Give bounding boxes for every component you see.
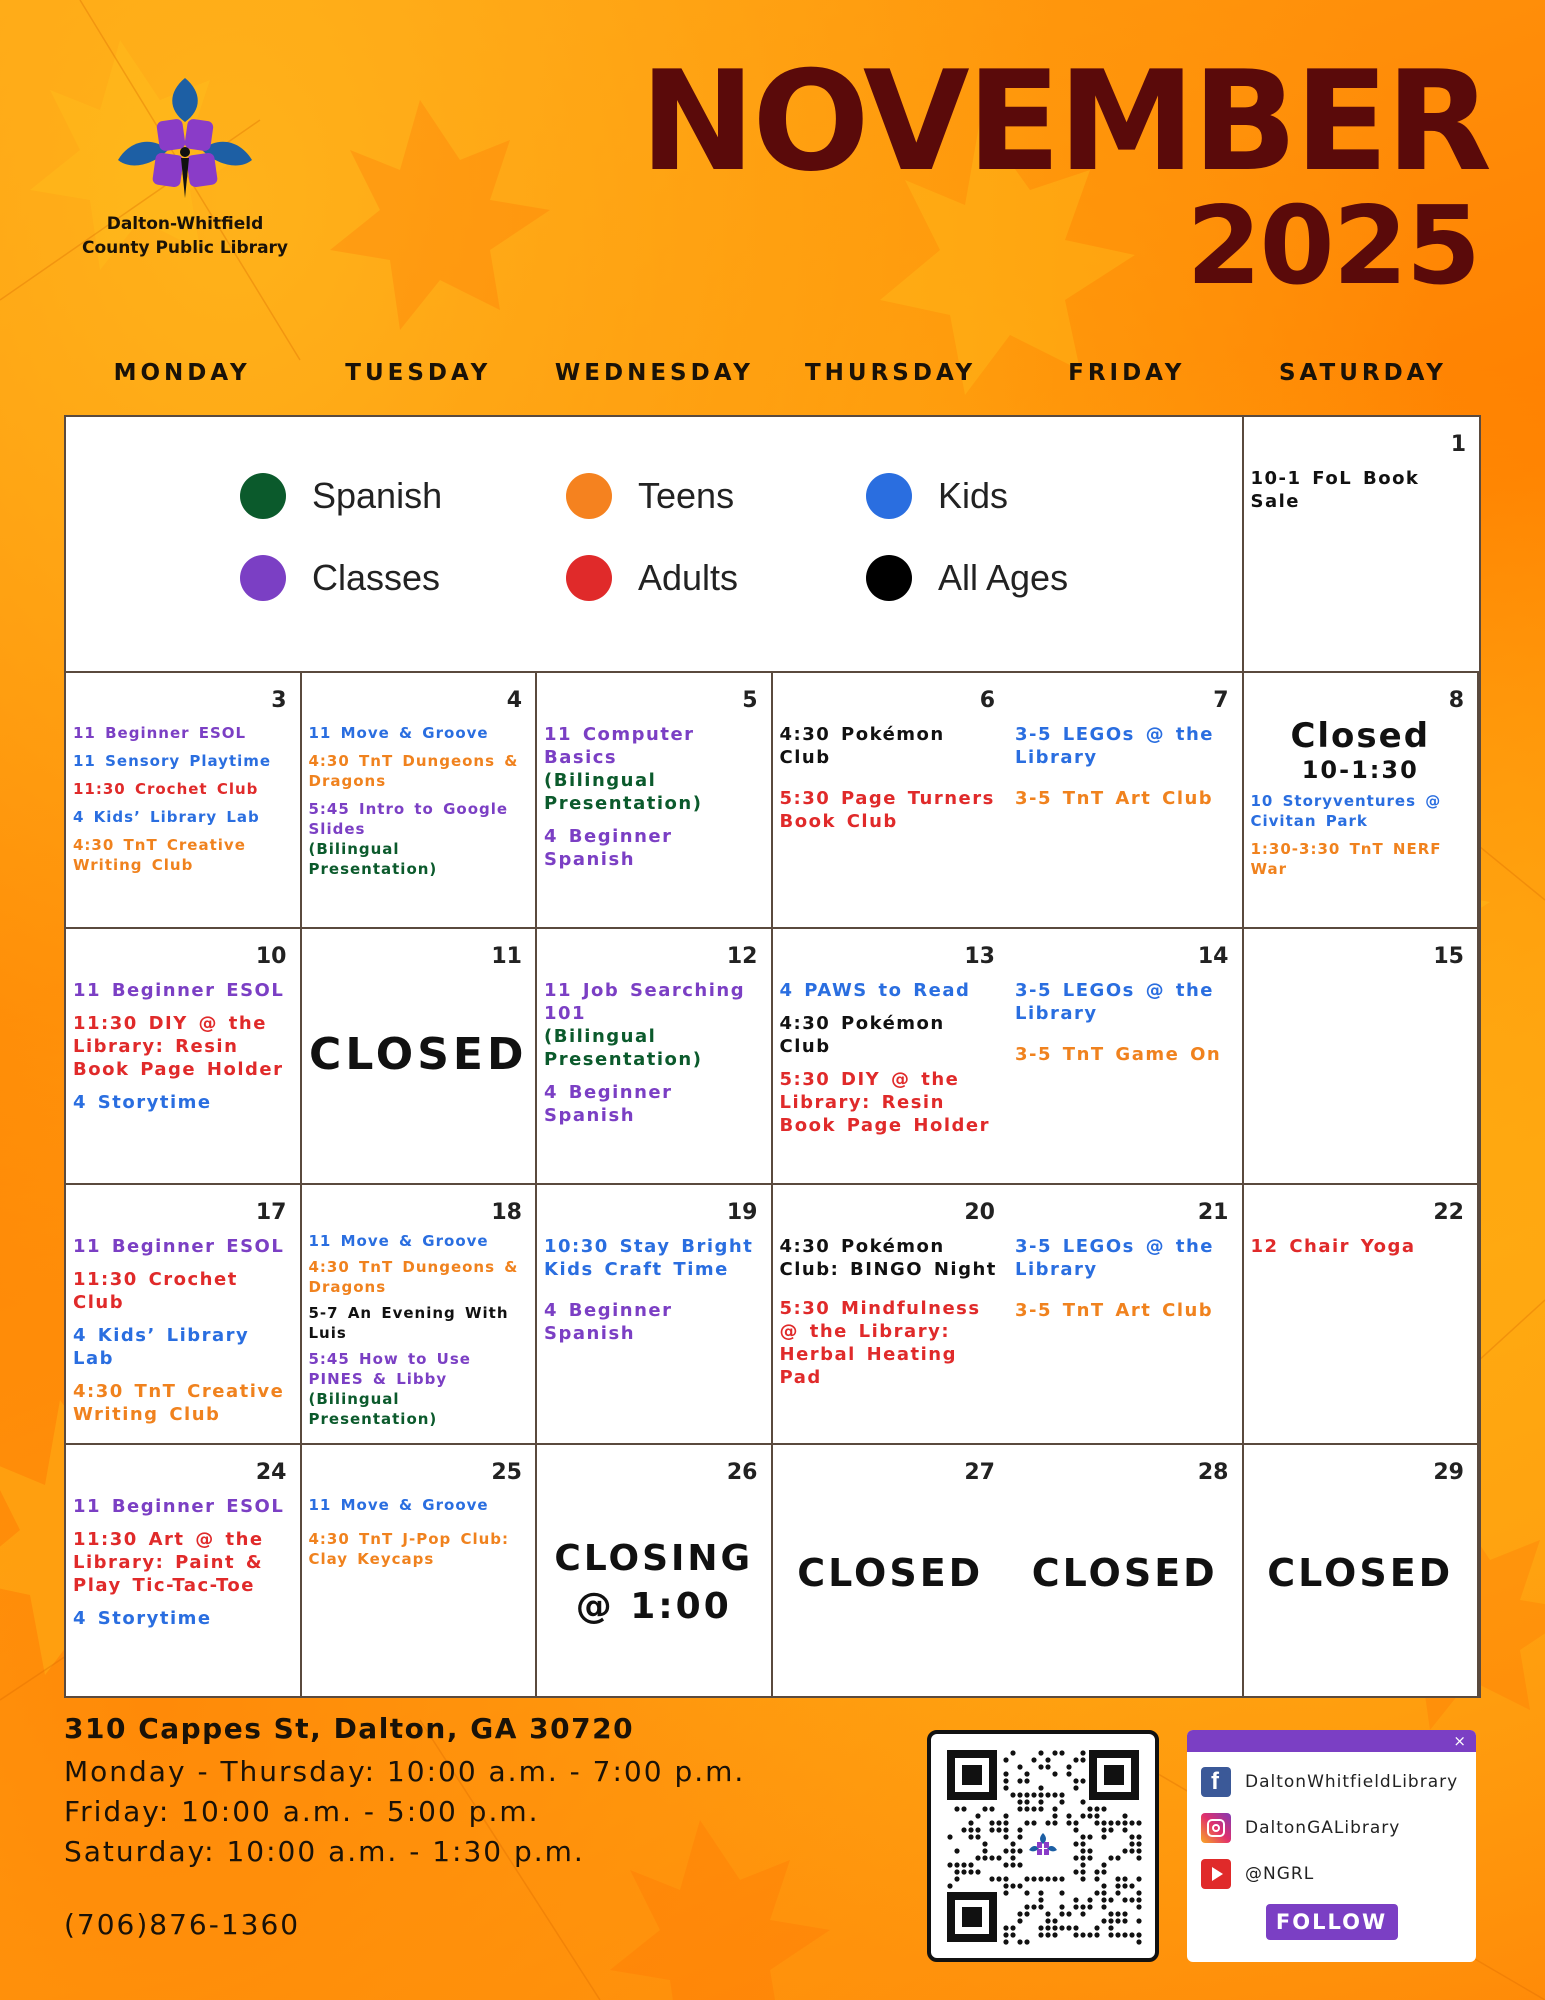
library-hours (64, 1752, 745, 1872)
day-number: 22 (1433, 1200, 1464, 1225)
event: 5:45 Intro to Google Slides (308, 800, 509, 838)
event: 11 Beginner ESOL (73, 980, 285, 1001)
youtube-handle: @NGRL (1245, 1864, 1315, 1884)
closed-label: CLOSED (1031, 1551, 1218, 1595)
month-title: NOVEMBER (639, 41, 1489, 202)
library-phone: (706)876-1360 (64, 1908, 301, 1941)
event: 5-7 An Evening With Luis (308, 1304, 509, 1342)
event: 4 Beginner Spanish (544, 826, 673, 870)
day-number: 3 (271, 688, 287, 713)
library-logo (70, 70, 300, 260)
day-number: 6 (979, 688, 995, 713)
event: 5:45 How to Use PINES & Libby (308, 1350, 471, 1388)
day-number: 7 (1213, 688, 1229, 713)
event: 4 PAWS to Read (779, 980, 971, 1001)
legend-label: Teens (638, 475, 735, 516)
weekday-header (64, 360, 1481, 386)
day-cell-27 (773, 1445, 1009, 1696)
event: 3-5 LEGOs @ the Library (1015, 1236, 1215, 1280)
event: 3-5 LEGOs @ the Library (1015, 724, 1215, 768)
event: 3-5 TnT Game On (1015, 1044, 1222, 1065)
weekday-friday: FRIDAY (1068, 360, 1186, 386)
red-dot-icon (566, 555, 612, 601)
event: 11 Job Searching 101 (544, 980, 746, 1024)
day-number: 1 (1450, 432, 1466, 457)
day-cell-17 (66, 1185, 302, 1445)
day-number: 8 (1448, 688, 1464, 713)
day-number: 19 (726, 1200, 758, 1225)
hours-saturday: Saturday: 10:00 a.m. - 1:30 p.m. (64, 1835, 585, 1868)
day-cell-20 (773, 1185, 1009, 1445)
event: 4:30 TnT Dungeons & Dragons (308, 752, 519, 790)
day-cell-3 (66, 673, 302, 929)
day-cell-13 (773, 929, 1009, 1185)
close-icon[interactable]: × (1453, 1732, 1466, 1750)
closed-label: CLOSED (1267, 1551, 1454, 1595)
legend-adults (566, 555, 738, 601)
day-number: 13 (964, 944, 995, 969)
green-dot-icon (240, 473, 286, 519)
day-number: 18 (491, 1200, 522, 1225)
event: 10 Storyventures @ Civitan Park (1250, 792, 1442, 830)
event: 10-1 FoL Book Sale (1250, 468, 1420, 512)
social-media-card (1187, 1730, 1476, 1962)
closed-time: 10-1:30 (1301, 756, 1419, 784)
event: 4 Beginner Spanish (544, 1082, 673, 1126)
qr-code-icon (931, 1734, 1155, 1958)
event: 11:30 DIY @ the Library: Resin Book Page Holder (73, 1013, 284, 1080)
event: 11:30 Crochet Club (73, 780, 259, 798)
day-number: 17 (255, 1200, 287, 1225)
event: 5:30 Mindfulness @ the Library: Herbal Heating Pad (779, 1298, 981, 1388)
black-dot-icon (866, 555, 912, 601)
instagram-link[interactable] (1201, 1812, 1476, 1844)
event: 3-5 TnT Art Club (1015, 788, 1214, 809)
facebook-icon: f (1201, 1767, 1231, 1797)
day-cell-25 (302, 1445, 538, 1696)
day-cell-19 (537, 1185, 773, 1445)
legend-label: Classes (312, 557, 441, 598)
purple-dot-icon (240, 555, 286, 601)
event: 4:30 Pokémon Club (779, 724, 945, 768)
day-number: 26 (726, 1460, 758, 1485)
facebook-handle: DaltonWhitfieldLibrary (1245, 1772, 1459, 1792)
day-cell-6 (773, 673, 1009, 929)
color-legend (66, 417, 1244, 673)
legend-label: Kids (938, 475, 1009, 516)
day-cell-8 (1244, 673, 1480, 929)
event: 4:30 TnT Creative Writing Club (73, 836, 246, 874)
day-cell-5 (537, 673, 773, 929)
hours-friday: Friday: 10:00 a.m. - 5:00 p.m. (64, 1795, 540, 1828)
day-number: 21 (1197, 1200, 1229, 1225)
day-cell-22 (1244, 1185, 1480, 1445)
event: 11 Beginner ESOL (73, 1496, 285, 1517)
event: 4:30 Pokémon Club: BINGO Night (779, 1236, 997, 1280)
day-cell-24 (66, 1445, 302, 1696)
event: 5:30 DIY @ the Library: Resin Book Page Holder (779, 1069, 990, 1136)
qr-code[interactable] (927, 1730, 1159, 1962)
library-flower-icon (90, 70, 280, 210)
day-cell-4 (302, 673, 538, 929)
day-number: 25 (491, 1460, 522, 1485)
event: 11 Beginner ESOL (73, 724, 247, 742)
weekday-monday: MONDAY (113, 360, 251, 386)
day-cell-21 (1008, 1185, 1244, 1445)
day-cell-12 (537, 929, 773, 1185)
event: 11 Beginner ESOL (73, 1236, 285, 1257)
event: 4:30 Pokémon Club (779, 1013, 945, 1057)
legend-spanish (240, 473, 442, 519)
event: 12 Chair Yoga (1250, 1236, 1416, 1257)
day-cell-11 (302, 929, 538, 1185)
event: 11 Move & Groove (308, 1232, 489, 1250)
youtube-icon (1201, 1859, 1231, 1889)
event: 4:30 TnT Dungeons & Dragons (308, 1258, 519, 1296)
day-cell-26 (537, 1445, 773, 1696)
day-number: 10 (255, 944, 287, 969)
facebook-link[interactable] (1201, 1766, 1476, 1798)
day-cell-15 (1244, 929, 1480, 1185)
event: 4:30 TnT J-Pop Club: Clay Keycaps (308, 1530, 510, 1568)
day-number: 27 (964, 1460, 995, 1485)
instagram-handle: DaltonGALibrary (1245, 1818, 1401, 1838)
follow-button[interactable]: FOLLOW (1266, 1904, 1398, 1940)
event: 11 Sensory Playtime (73, 752, 272, 770)
day-cell-14 (1008, 929, 1244, 1185)
day-cell-1 (1244, 417, 1480, 673)
day-cell-10 (66, 929, 302, 1185)
calendar-grid (64, 415, 1481, 1698)
legend-label: Adults (638, 557, 739, 598)
orange-dot-icon (566, 473, 612, 519)
blue-dot-icon (866, 473, 912, 519)
hours-weekday: Monday - Thursday: 10:00 a.m. - 7:00 p.m. (64, 1755, 746, 1788)
event-note: (Bilingual Presentation) (544, 1026, 703, 1070)
legend-teens (566, 473, 734, 519)
event: 4 Storytime (73, 1092, 212, 1113)
day-number: 20 (964, 1200, 995, 1225)
day-number: 29 (1433, 1460, 1464, 1485)
event: 4 Kids’ Library Lab (73, 1325, 250, 1369)
day-cell-29 (1244, 1445, 1480, 1696)
event-note: (Bilingual Presentation) (308, 840, 438, 878)
event: 5:30 Page Turners Book Club (779, 788, 995, 832)
library-name-line2: County Public Library (81, 238, 289, 258)
event-note: (Bilingual Presentation) (308, 1390, 438, 1428)
closing-line1: CLOSING (554, 1538, 754, 1579)
closed-label: Closed (1290, 716, 1431, 756)
legend-classes (240, 555, 440, 601)
event: 11 Move & Groove (308, 724, 489, 742)
weekday-tuesday: TUESDAY (345, 360, 492, 386)
event: 3-5 TnT Art Club (1015, 1300, 1214, 1321)
event: 11:30 Crochet Club (73, 1269, 238, 1313)
library-name-line1: Dalton-Whitfield (106, 214, 264, 234)
event-note: (Bilingual Presentation) (544, 770, 703, 814)
weekday-wednesday: WEDNESDAY (554, 360, 754, 386)
legend-label: All Ages (938, 557, 1069, 598)
day-number: 5 (742, 688, 758, 713)
closing-early-label (537, 1535, 771, 1631)
youtube-link[interactable] (1201, 1858, 1476, 1890)
event: 11 Computer Basics (544, 724, 695, 768)
day-number: 15 (1433, 944, 1464, 969)
day-number: 12 (726, 944, 758, 969)
day-cell-28 (1008, 1445, 1244, 1696)
event: 4:30 TnT Creative Writing Club (73, 1381, 285, 1425)
closing-line2: @ 1:00 (575, 1586, 732, 1627)
day-cell-7 (1008, 673, 1244, 929)
closed-label: CLOSED (797, 1551, 984, 1595)
day-cell-18 (302, 1185, 538, 1445)
library-address: 310 Cappes St, Dalton, GA 30720 (64, 1712, 635, 1745)
day-number: 11 (491, 944, 522, 969)
instagram-icon (1201, 1813, 1231, 1843)
event: 1:30-3:30 TnT NERF War (1250, 840, 1442, 878)
legend-kids (866, 473, 1008, 519)
event: 4 Kids’ Library Lab (73, 808, 260, 826)
event: 4 Beginner Spanish (544, 1300, 673, 1344)
closed-label: CLOSED (309, 1029, 528, 1080)
event: 10:30 Stay Bright Kids Craft Time (544, 1236, 754, 1280)
event: 4 Storytime (73, 1608, 212, 1629)
day-number: 28 (1197, 1460, 1229, 1485)
year-title: 2025 (1186, 184, 1479, 309)
weekday-saturday: SATURDAY (1278, 360, 1447, 386)
day-number: 24 (255, 1460, 287, 1485)
event: 3-5 LEGOs @ the Library (1015, 980, 1215, 1024)
legend-label: Spanish (312, 475, 443, 516)
weekday-thursday: THURSDAY (804, 360, 977, 386)
social-card-header (1187, 1730, 1476, 1752)
legend-all-ages (866, 555, 1068, 601)
day-number: 4 (506, 688, 522, 713)
event: 11 Move & Groove (308, 1496, 489, 1514)
event: 11:30 Art @ the Library: Paint & Play Tic-Tac-Toe (73, 1529, 264, 1596)
day-number: 14 (1197, 944, 1229, 969)
